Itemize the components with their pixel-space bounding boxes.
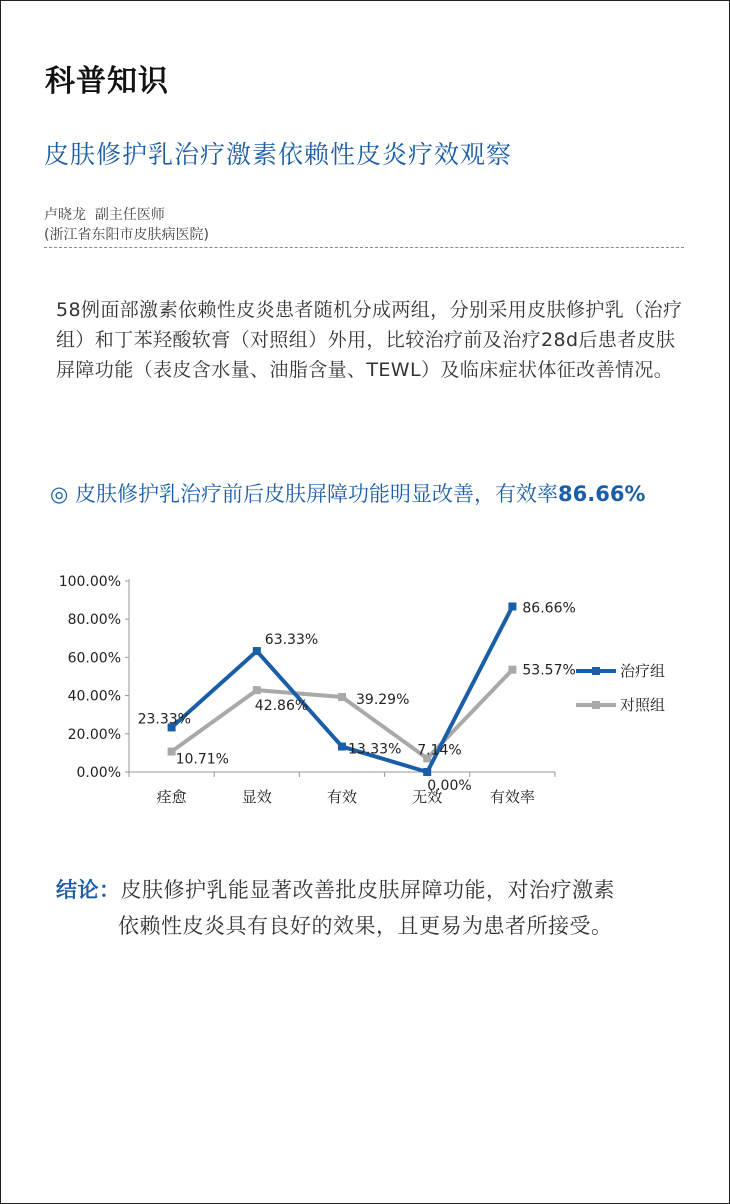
data-label: 10.71% xyxy=(175,751,229,768)
x-tick-label: 有效 xyxy=(326,788,358,806)
data-label: 39.29% xyxy=(356,691,410,708)
data-point xyxy=(338,743,346,751)
highlight-line xyxy=(50,478,645,508)
data-label: 86.66% xyxy=(522,600,576,617)
data-point xyxy=(253,647,261,655)
data-point xyxy=(508,602,516,610)
legend-label: 治疗组 xyxy=(620,662,666,680)
conclusion-line-2: 依赖性皮炎具有良好的效果，且更易为患者所接受。 xyxy=(118,914,613,938)
x-tick-label: 痊愈 xyxy=(156,788,187,806)
y-tick-label: 0.00% xyxy=(76,765,121,781)
x-tick-label: 无效 xyxy=(412,788,443,806)
x-tick-label: 显效 xyxy=(241,788,272,806)
author-block xyxy=(44,205,209,245)
abstract-text: 58例面部激素依赖性皮炎患者随机分成两组，分别采用皮肤修护乳（治疗组）和丁苯羟酸软膏（对照组）外用，比较治疗前及治疗28d后患者皮肤屏障功能（表皮含水量、油脂含量、TEWL）及临床症状体征改善情况。 xyxy=(56,299,683,381)
data-label: 0.00% xyxy=(427,778,472,794)
legend-marker xyxy=(592,667,600,675)
data-label: 23.33% xyxy=(137,711,191,728)
section-label: 科普知识 xyxy=(45,64,169,99)
highlight-rate: 86.66% xyxy=(558,482,646,506)
y-tick-label: 100.00% xyxy=(58,574,121,590)
data-point xyxy=(253,686,261,694)
article-title: 皮肤修护乳治疗激素依赖性皮炎疗效观察 xyxy=(44,140,513,169)
y-tick-label: 80.00% xyxy=(67,612,121,629)
conclusion-line-1: 皮肤修护乳能显著改善批皮肤屏障功能，对治疗激素 xyxy=(120,878,615,902)
data-label: 13.33% xyxy=(348,741,402,758)
data-label: 63.33% xyxy=(264,632,319,649)
x-tick-label: 有效率 xyxy=(489,788,535,806)
legend-marker xyxy=(592,701,600,709)
author-affiliation: (浙江省东阳市皮肤病医院) xyxy=(44,227,209,243)
data-point xyxy=(168,748,176,756)
line-chart xyxy=(40,560,690,820)
highlight-text: ◎ 皮肤修护乳治疗前后皮肤屏障功能明显改善，有效率 xyxy=(50,482,558,506)
author-name: 卢晓龙 副主任医师 xyxy=(44,207,165,223)
y-tick-label: 60.00% xyxy=(67,650,121,667)
y-tick-label: 20.00% xyxy=(67,726,121,743)
conclusion xyxy=(56,872,696,944)
divider xyxy=(44,247,684,248)
legend-label: 对照组 xyxy=(620,696,666,714)
data-label: 7.14% xyxy=(417,742,462,759)
conclusion-label: 结论： xyxy=(56,878,121,902)
data-point xyxy=(338,693,346,701)
data-point xyxy=(423,768,431,776)
data-label: 53.57% xyxy=(522,662,576,679)
data-label: 42.86% xyxy=(254,698,309,715)
data-point xyxy=(508,666,516,674)
y-tick-label: 40.00% xyxy=(67,688,121,705)
